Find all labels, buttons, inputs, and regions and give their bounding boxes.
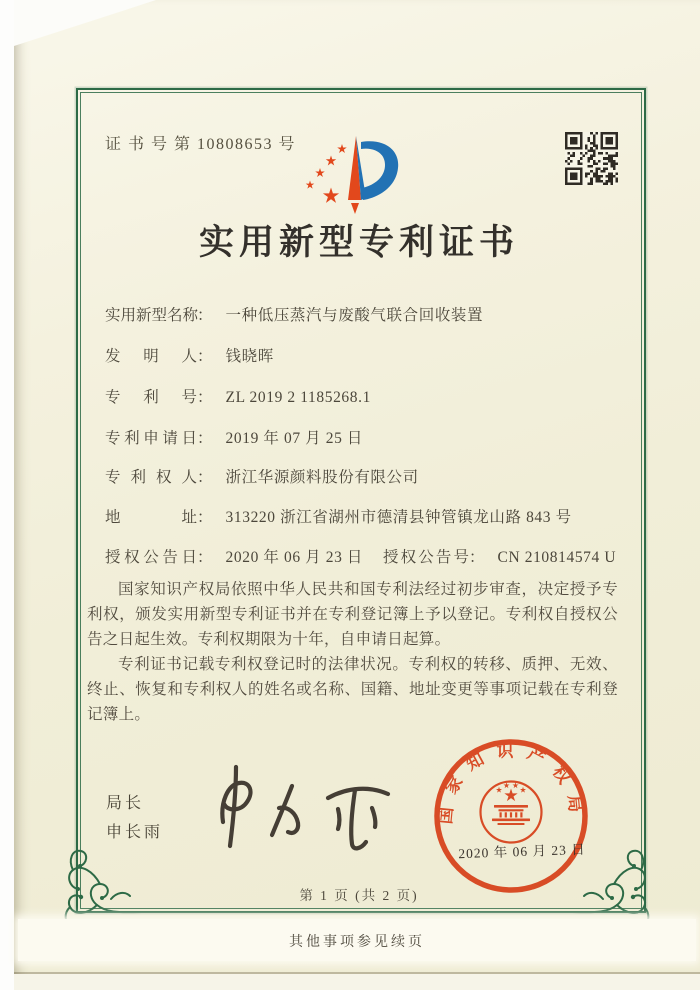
field-value: 2019 年 07 月 25 日	[225, 430, 363, 447]
field-label: 专利权人：	[105, 469, 213, 486]
seal-ring-text: 国家知识产权局	[435, 741, 587, 825]
director-signature	[195, 760, 405, 858]
legal-paragraph: 专利证书记载专利权登记时的法律状况。专利权的转移、质押、无效、终止、恢复和专利权人的姓名或名称、国籍、地址变更等事项记载在专利登记簿上。	[87, 656, 618, 723]
field-value: 2020 年 06 月 23 日	[225, 549, 363, 566]
field-row-grant	[105, 545, 645, 567]
continuation-note: 其他事项参见续页	[289, 935, 425, 950]
field-label: 发明人：	[105, 348, 213, 365]
field-row-inventor	[105, 344, 645, 366]
field-row-name	[105, 303, 645, 325]
official-seal	[430, 735, 592, 897]
field-label: 专利号：	[105, 389, 213, 406]
seal-date: 2020 年 06 月 23 日	[458, 841, 586, 862]
field-value: 313220 浙江省湖州市德清县钟管镇龙山路 843 号	[225, 509, 572, 526]
cnipa-patent-logo-icon	[297, 134, 403, 216]
field-row-patentee	[105, 465, 645, 487]
page-number: 第 1 页 (共 2 页)	[299, 888, 419, 903]
field-value: CN 210814574 U	[497, 549, 617, 566]
national-emblem-icon	[481, 782, 542, 843]
field-grant-number	[383, 545, 616, 567]
field-value: 浙江华源颜料股份有限公司	[225, 469, 419, 486]
field-value: 一种低压蒸汽与废酸气联合回收装置	[225, 307, 484, 324]
field-label: 授权公告日：	[105, 549, 213, 566]
legal-text	[87, 577, 618, 727]
qr-code	[565, 132, 618, 185]
legal-paragraph: 国家知识产权局依照中华人民共和国专利法经过初步审查，决定授予专利权，颁发实用新型专利证书并在专利登记簿上予以登记。专利权自授权公告之日起生效。专利权期限为十年，自申请日起算。	[87, 581, 618, 648]
field-label: 地址：	[105, 509, 213, 526]
field-value: ZL 2019 2 1185268.1	[225, 389, 371, 406]
paper-edge-below	[14, 974, 700, 990]
certificate-title: 实用新型专利证书	[198, 223, 519, 262]
field-value: 钱晓晖	[225, 348, 274, 365]
certificate-number: 证 书 号 第 10808653 号	[105, 136, 297, 153]
field-row-patent-no	[105, 385, 645, 407]
field-row-address	[105, 505, 645, 527]
director-title: 局长	[106, 795, 145, 812]
field-label: 授权公告号：	[383, 549, 485, 566]
director-name: 申长雨	[106, 824, 164, 841]
paper-sheet	[14, 0, 700, 990]
field-label: 专利申请日：	[105, 430, 213, 447]
field-row-filing-date	[105, 426, 645, 448]
field-label: 实用新型名称：	[105, 307, 213, 324]
scan-corner	[14, 0, 156, 46]
